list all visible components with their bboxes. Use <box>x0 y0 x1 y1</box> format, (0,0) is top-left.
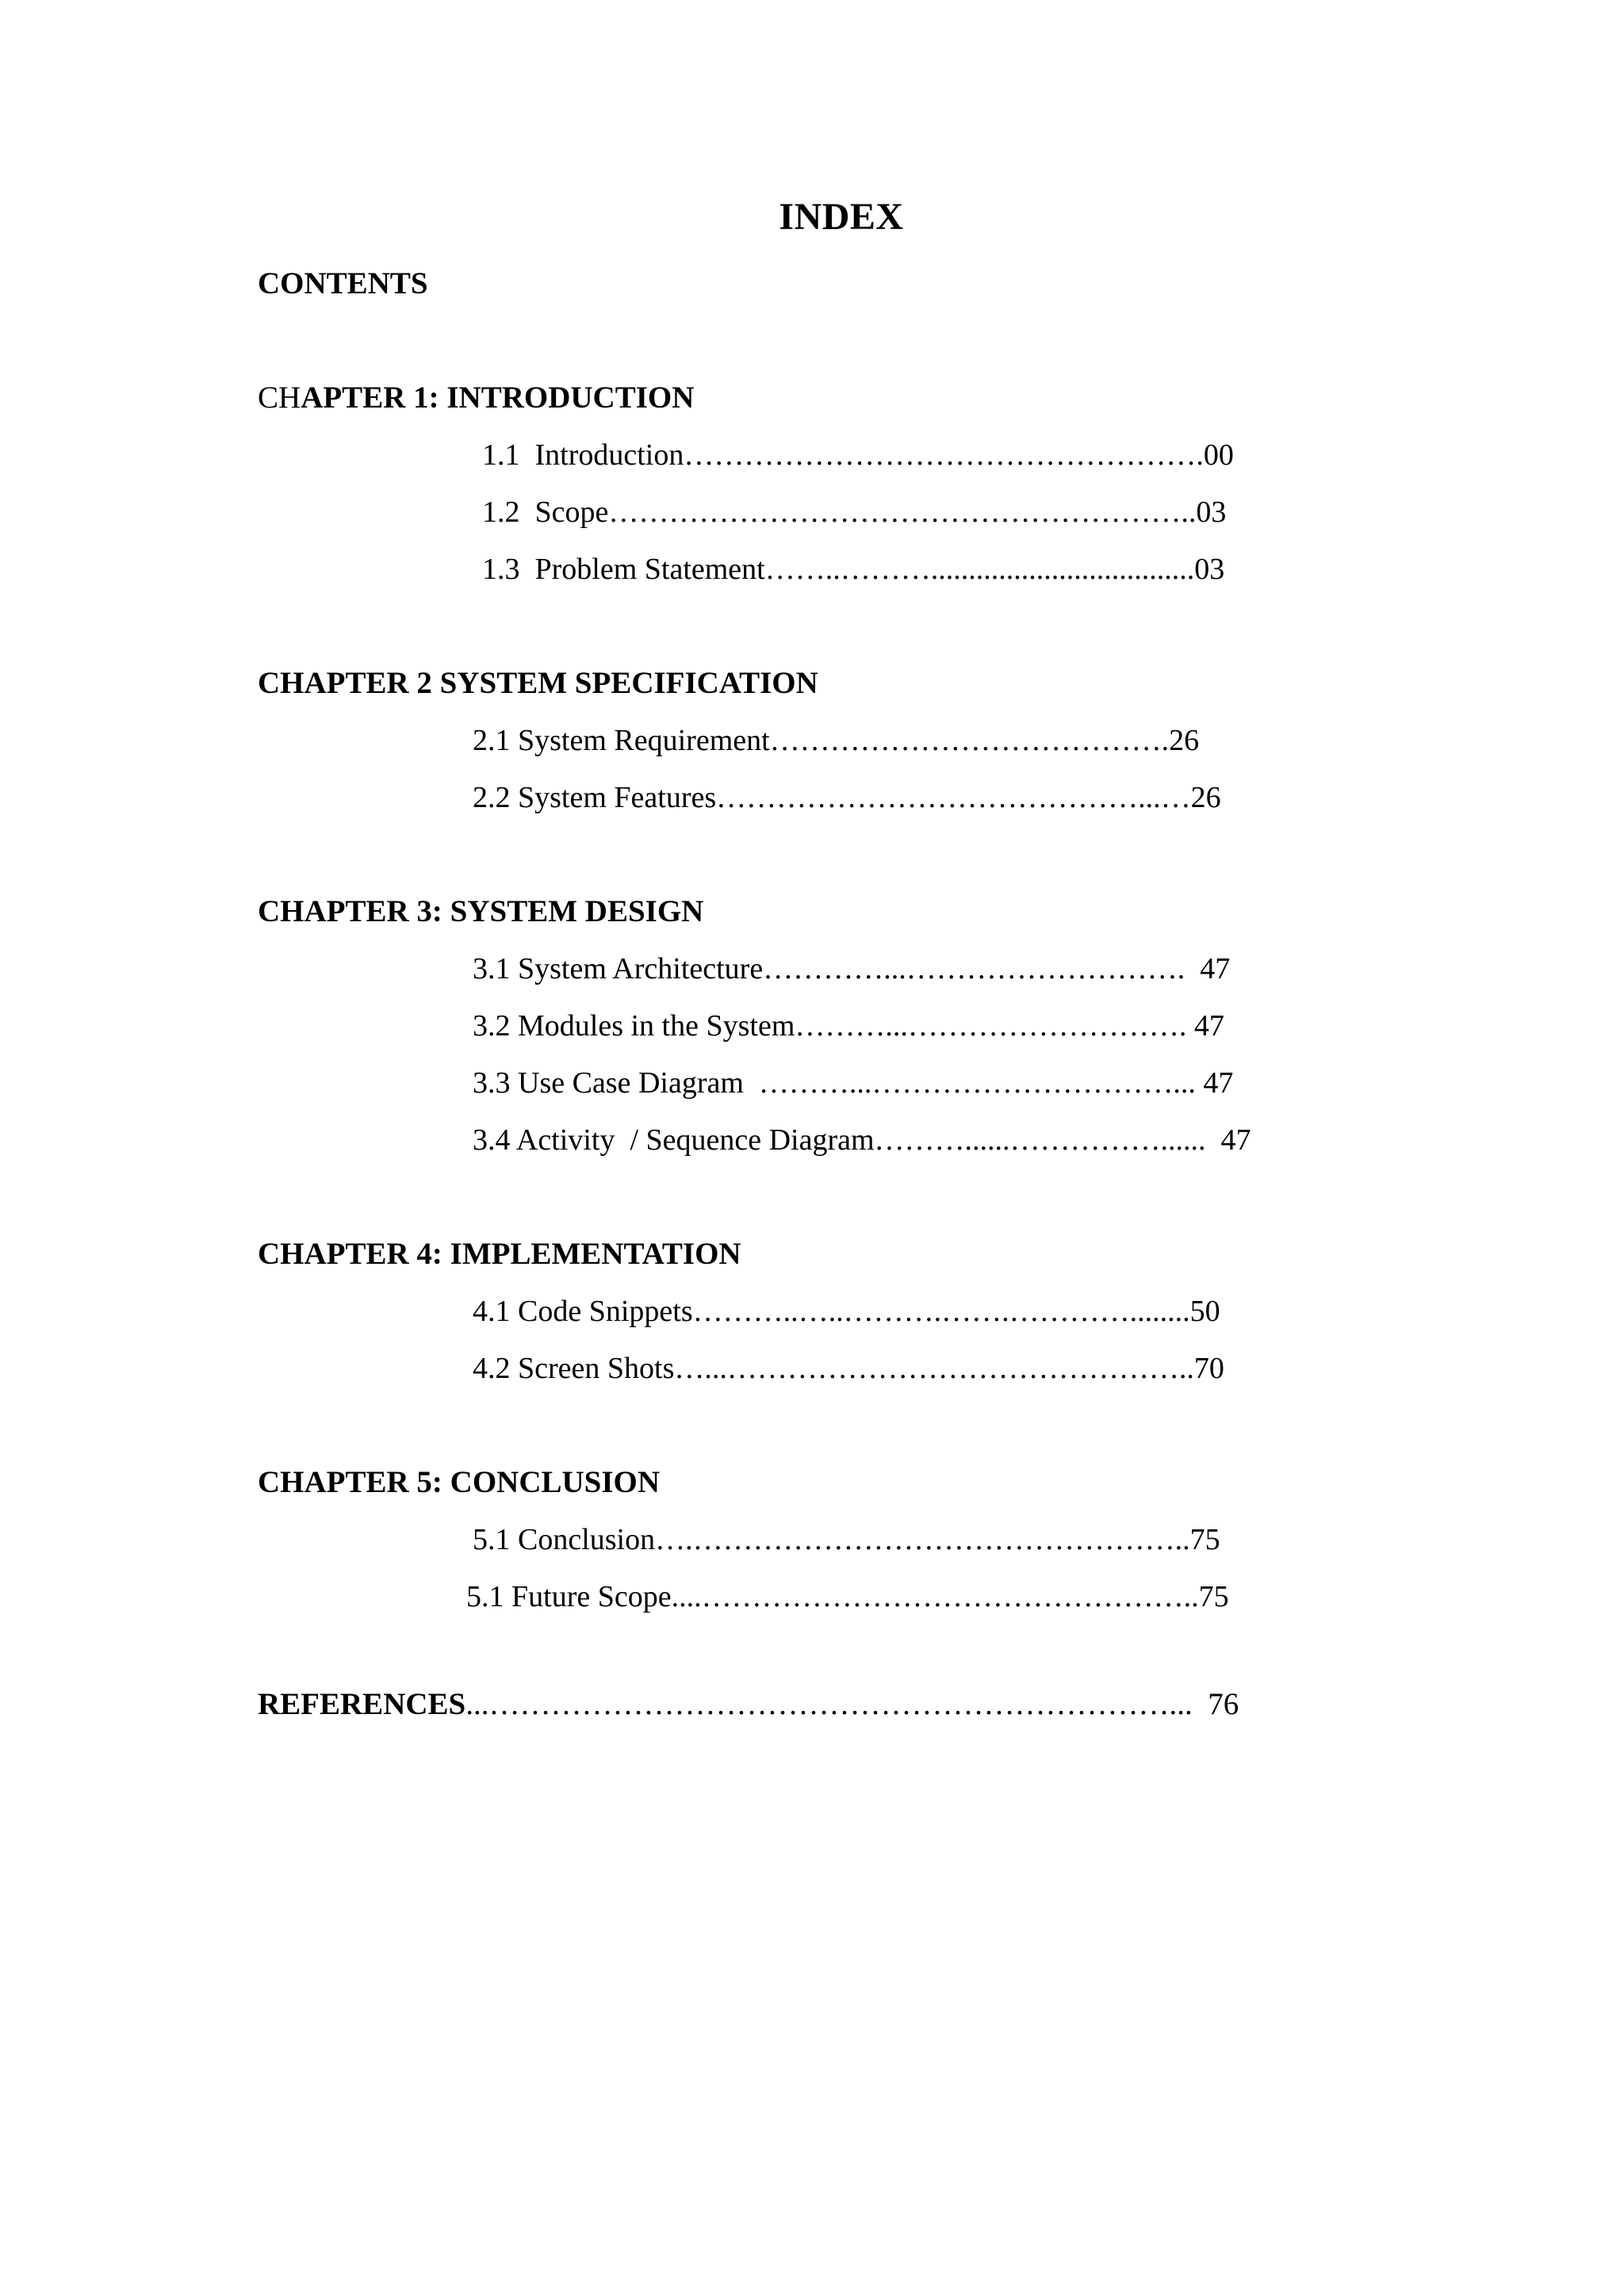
toc-entry-1-3: 1.3 Problem Statement……..………...................................03 <box>482 553 1225 586</box>
chapter-1-heading <box>258 379 694 417</box>
chapter-4-heading: CHAPTER 4: IMPLEMENTATION <box>258 1237 741 1271</box>
toc-entry-4-1: 4.1 Code Snippets………..…..……….…….…………........50 <box>473 1295 1220 1328</box>
toc-entry-3-4: 3.4 Activity / Sequence Diagram………......……………...... 47 <box>473 1123 1251 1157</box>
toc-entry-1-1: 1.1 Introduction…………………………………………….00 <box>482 438 1234 472</box>
references-label: REFERENCES <box>258 1687 466 1721</box>
toc-entry-5-1: 5.1 Conclusion….…………………………………………..75 <box>473 1523 1220 1556</box>
page-title: INDEX <box>779 196 904 238</box>
toc-entry-4-2: 4.2 Screen Shots…...………………………………………..70 <box>473 1352 1224 1385</box>
chapter-3-heading: CHAPTER 3: SYSTEM DESIGN <box>258 894 704 928</box>
toc-entry-1-2: 1.2 Scope…………………………………………………..03 <box>482 496 1227 529</box>
toc-entry-2-1: 2.1 System Requirement………………………………….26 <box>473 724 1200 757</box>
toc-entry-5-2: 5.1 Future Scope....…………………………………………..75 <box>466 1580 1229 1613</box>
contents-heading: CONTENTS <box>258 266 428 300</box>
chapter-1-heading-rest: APTER 1: INTRODUCTION <box>301 381 695 415</box>
chapter-1-heading-prefix: CH <box>258 381 301 415</box>
chapter-5-heading: CHAPTER 5: CONCLUSION <box>258 1465 661 1499</box>
chapter-2-heading: CHAPTER 2 SYSTEM SPECIFICATION <box>258 666 818 700</box>
references-leader: ...…………………………………………………………... 76 <box>465 1687 1239 1721</box>
toc-entry-2-2: 2.2 System Features……………………………………...…26 <box>473 781 1221 814</box>
toc-entry-3-1: 3.1 System Architecture…………...………………………. 47 <box>473 952 1231 985</box>
references-entry <box>258 1686 1239 1724</box>
toc-entry-3-2: 3.2 Modules in the System………...………………………. 47 <box>473 1009 1224 1043</box>
toc-entry-3-3: 3.3 Use Case Diagram ………...…………………………... 47 <box>473 1066 1234 1100</box>
